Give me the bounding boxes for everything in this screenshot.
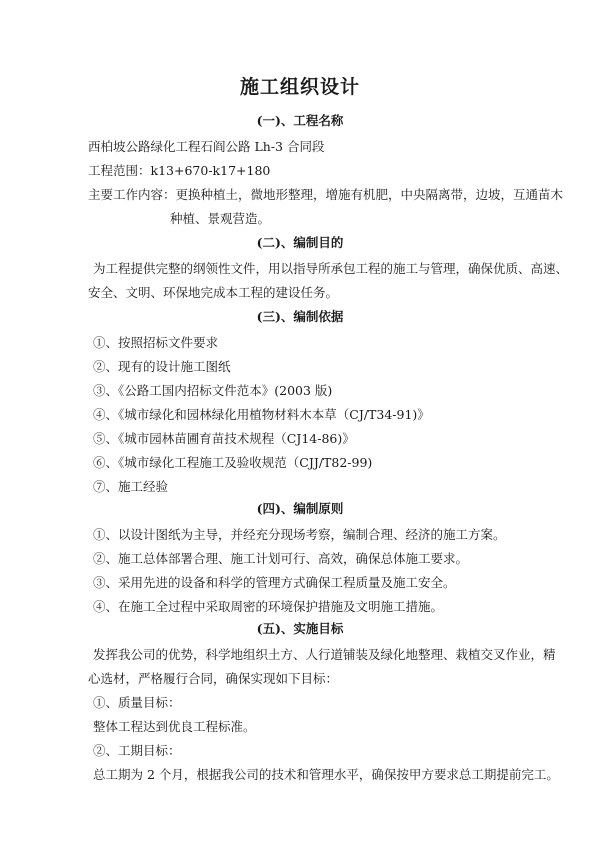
principle-item: ②、施工总体部署合理、施工计划可行、高效，确保总体施工要求。 — [93, 551, 469, 566]
basis-item: ⑤、《城市园林苗圃育苗技术规程（CJ14-86)》 — [93, 431, 355, 446]
goals-paragraph-line-2: 心选材，严格履行合同，确保实现如下目标： — [88, 671, 339, 686]
quality-goal-label: ①、质量目标： — [93, 695, 181, 710]
section-heading-project-name: (一)、工程名称 — [256, 113, 344, 128]
basis-item: ②、现有的设计施工图纸 — [93, 359, 231, 374]
document-title: 施工组织设计 — [239, 76, 360, 98]
principle-item: ③、采用先进的设备和科学的管理方式确保工程质量及施工安全。 — [93, 575, 456, 590]
section-heading-goals: (五)、实施目标 — [256, 621, 344, 636]
purpose-paragraph-line-2: 安全、文明、环保地完成本工程的建设任务。 — [88, 285, 339, 300]
work-content-line: 主要工作内容：更换种植土，微地形整理，增施有机肥，中央隔离带，边坡，互通苗木 — [88, 187, 564, 202]
basis-item: ④、《城市绿化和园林绿化用植物材料木本草（CJ/T34-91)》 — [93, 407, 430, 422]
section-heading-purpose: (二)、编制目的 — [256, 235, 344, 250]
goals-paragraph-line-1: 发挥我公司的优势，科学地组织土方、人行道铺装及绿化地整理、栽植交叉作业，精 — [93, 647, 556, 662]
basis-item: ③、《公路工国内招标文件范本》(2003 版) — [93, 383, 333, 398]
schedule-goal-text: 总工期为 2 个月，根据我公司的技术和管理水平，确保按甲方要求总工期提前完工。 — [93, 767, 559, 782]
basis-item: ⑥、《城市绿化工程施工及验收规范（CJJ/T82-99) — [93, 455, 373, 470]
section-heading-basis: (三)、编制依据 — [256, 309, 344, 324]
purpose-paragraph-line-1: 为工程提供完整的纲领性文件，用以指导所承包工程的施工与管理，确保优质、高速、 — [93, 261, 569, 276]
principle-item: ①、以设计图纸为主导，并经充分现场考察，编制合理、经济的施工方案。 — [93, 527, 506, 542]
project-scope-line: 工程范围：k13+670-k17+180 — [88, 163, 271, 178]
project-name-line: 西柏坡公路绿化工程石阎公路 Lh-3 合同段 — [88, 139, 325, 154]
schedule-goal-label: ②、工期目标： — [93, 743, 181, 758]
principle-item: ④、在施工全过程中采取周密的环境保护措施及文明施工措施。 — [93, 599, 444, 614]
section-heading-principles: (四)、编制原则 — [256, 501, 344, 516]
basis-item: ⑦、施工经验 — [93, 479, 169, 494]
work-content-continuation: 种植、景观营造。 — [170, 211, 271, 226]
quality-goal-text: 整体工程达到优良工程标准。 — [93, 719, 256, 734]
basis-item: ①、按照招标文件要求 — [93, 335, 219, 350]
